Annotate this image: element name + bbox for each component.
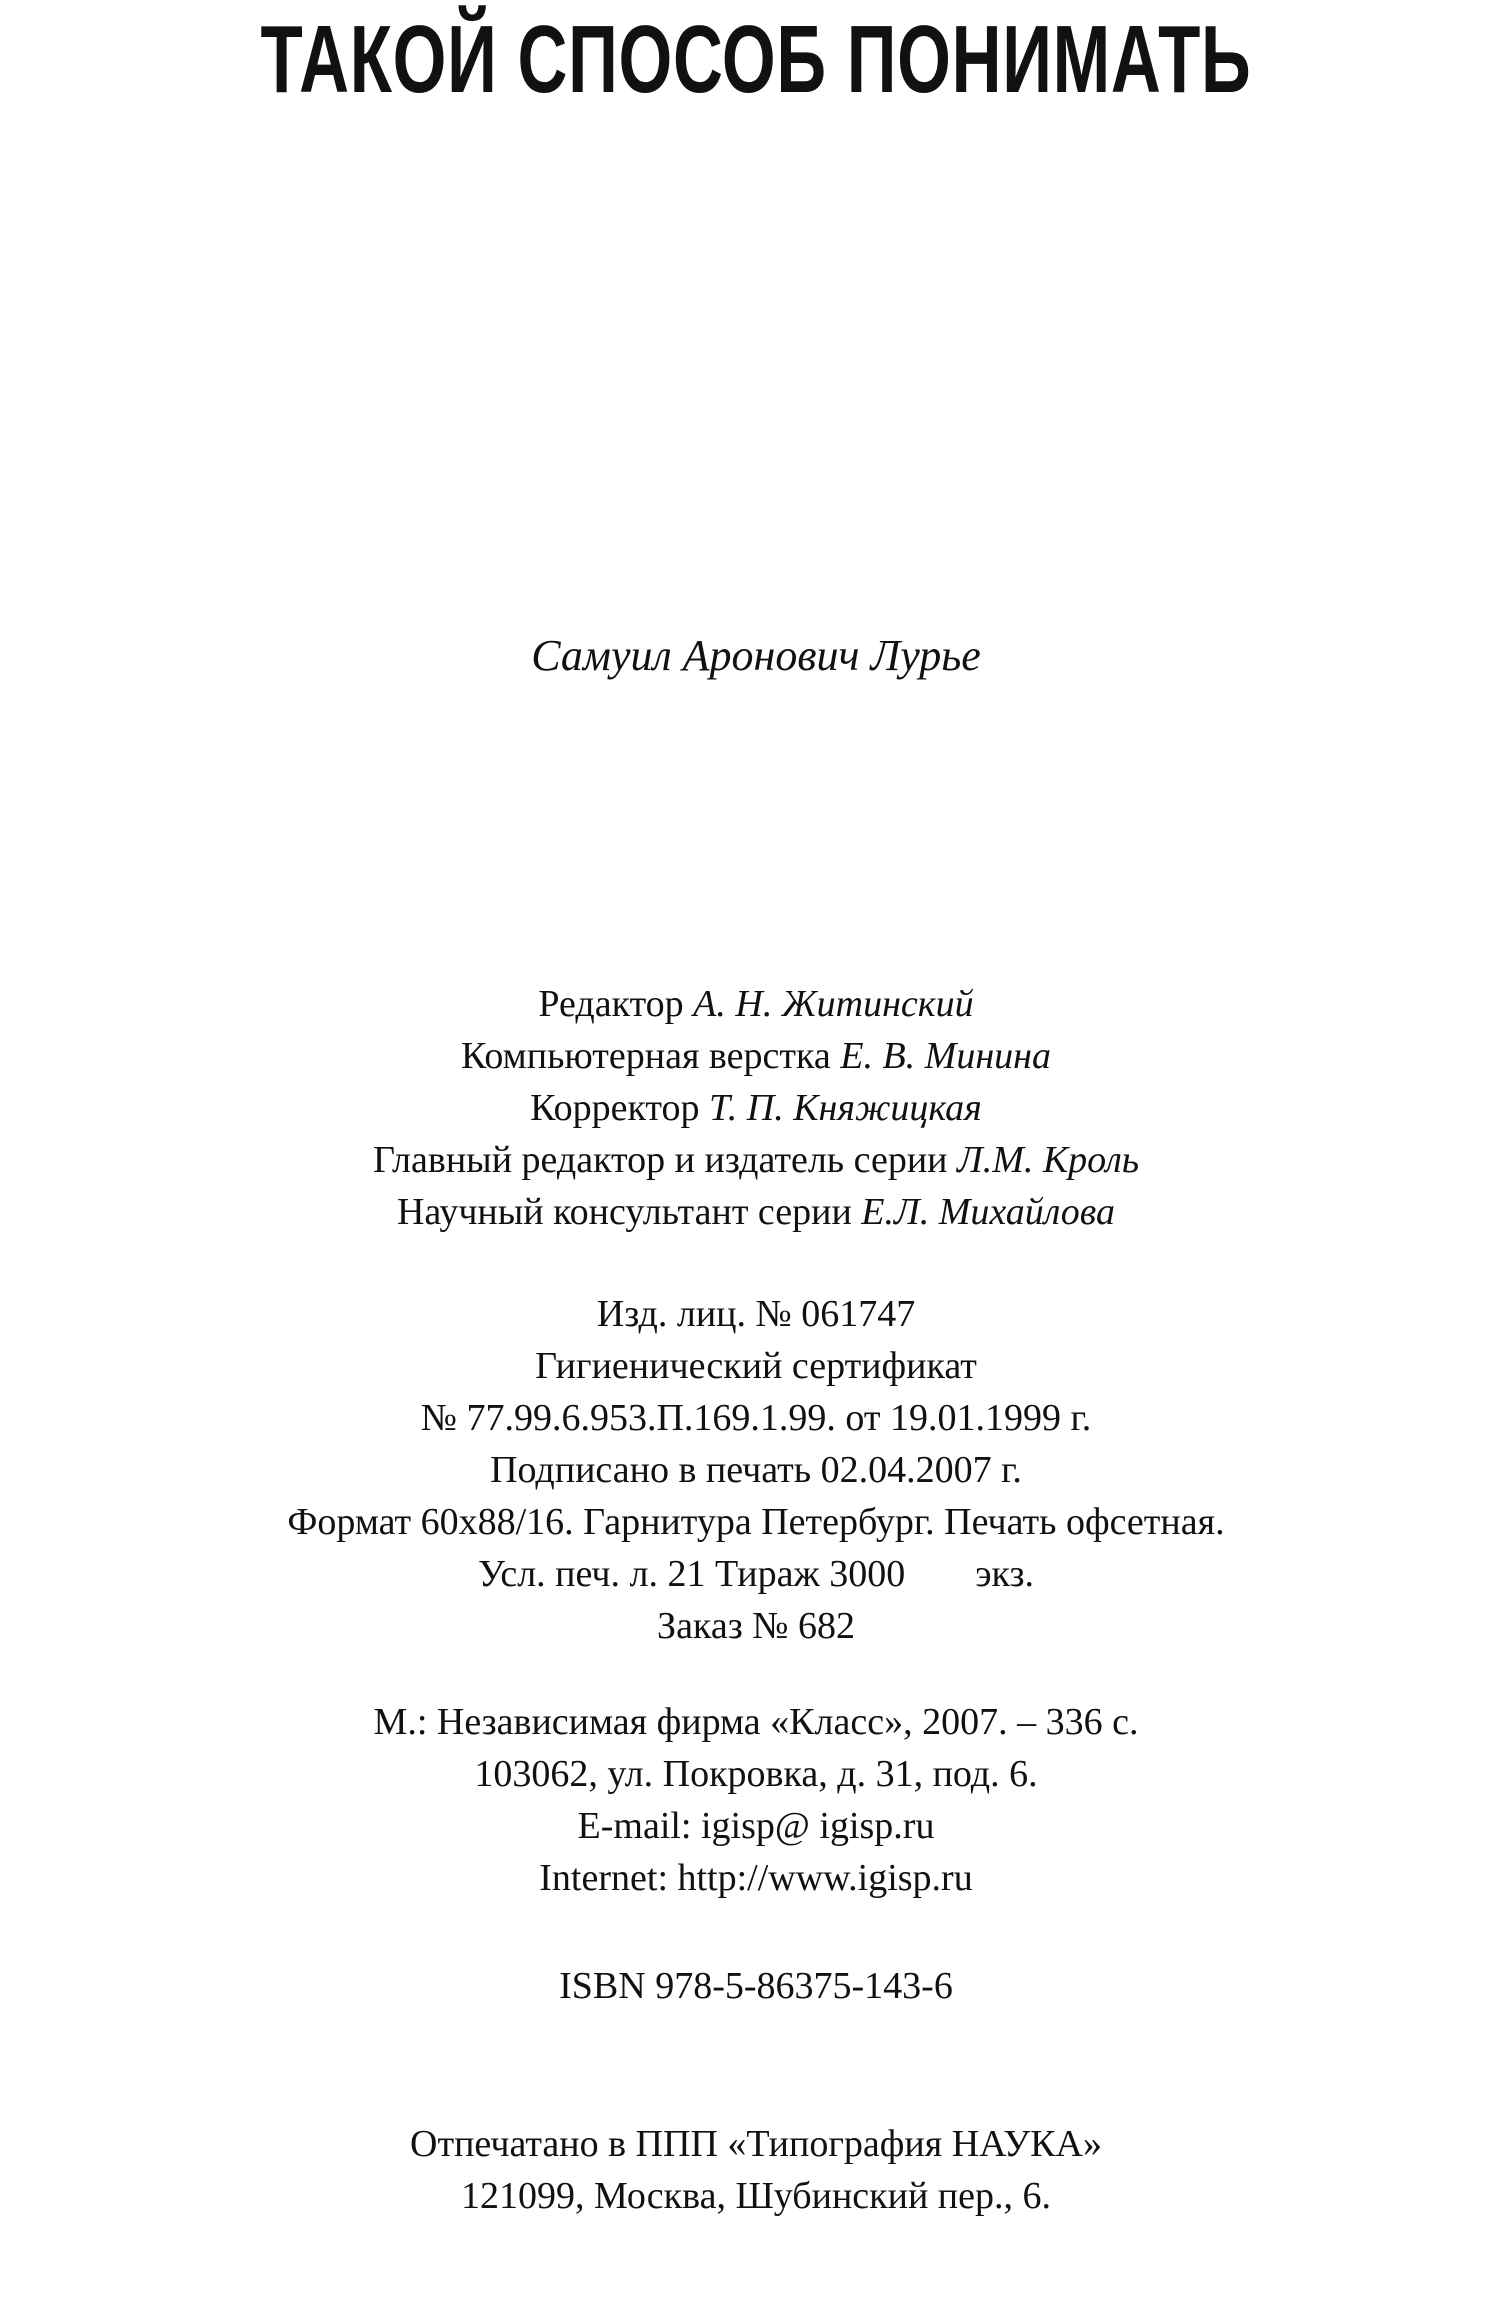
format-line: Формат 60х88/16. Гарнитура Петербург. Печать офсетная. [287, 1501, 1225, 1543]
credit-role: Научный консультант серии [396, 1191, 852, 1233]
print-run-unit: экз. [975, 1553, 1034, 1595]
certificate-title: Гигиенический сертификат [535, 1345, 977, 1387]
publisher-email: E-mail: igisp@ igisp.ru [577, 1805, 935, 1847]
credit-person: Т. П. Княжицкая [709, 1087, 982, 1129]
publisher-internet: Internet: http://www.igisp.ru [539, 1857, 973, 1899]
printer-block [0, 2118, 1512, 2222]
credits-block [0, 978, 1512, 1238]
order-line: Заказ № 682 [657, 1605, 855, 1647]
printer-name: Отпечатано в ППП «Типография НАУКА» [410, 2123, 1102, 2165]
credit-person: Л.М. Кроль [957, 1139, 1140, 1181]
certificate-number: № 77.99.6.953.П.169.1.99. от 19.01.1999 г. [420, 1397, 1092, 1439]
publisher-line: М.: Независимая фирма «Класс», 2007. – 336 с. [373, 1701, 1139, 1743]
publisher-address: 103062, ул. Покровка, д. 31, под. 6. [474, 1753, 1038, 1795]
credit-chief-editor [0, 1134, 1512, 1186]
credit-consultant [0, 1186, 1512, 1238]
license-line: Изд. лиц. № 061747 [596, 1293, 916, 1335]
signed-line: Подписано в печать 02.04.2007 г. [490, 1449, 1022, 1491]
author-name: Самуил Аронович Лурье [531, 631, 981, 680]
credit-role: Редактор [538, 983, 684, 1025]
credit-person: Е.Л. Михайлова [861, 1191, 1116, 1233]
credit-role: Главный редактор и издатель серии [372, 1139, 948, 1181]
print-run-line [0, 1548, 1512, 1600]
imprint-block [0, 1288, 1512, 1652]
isbn-line: ISBN 978-5-86375-143-6 [559, 1965, 953, 2007]
credit-proofreader [0, 1082, 1512, 1134]
credit-layout [0, 1030, 1512, 1082]
print-run-text: Усл. печ. л. 21 Тираж 3000 [477, 1553, 906, 1595]
publisher-block [0, 1696, 1512, 1904]
printer-address: 121099, Москва, Шубинский пер., 6. [461, 2175, 1051, 2217]
credit-role: Компьютерная верстка [460, 1035, 831, 1077]
credit-editor [0, 978, 1512, 1030]
credit-person: Е. В. Минина [840, 1035, 1052, 1077]
credit-role: Корректор [530, 1087, 700, 1129]
credit-person: А. Н. Житинский [693, 983, 974, 1025]
book-title: ТАКОЙ СПОСОБ ПОНИМАТЬ [260, 6, 1252, 113]
